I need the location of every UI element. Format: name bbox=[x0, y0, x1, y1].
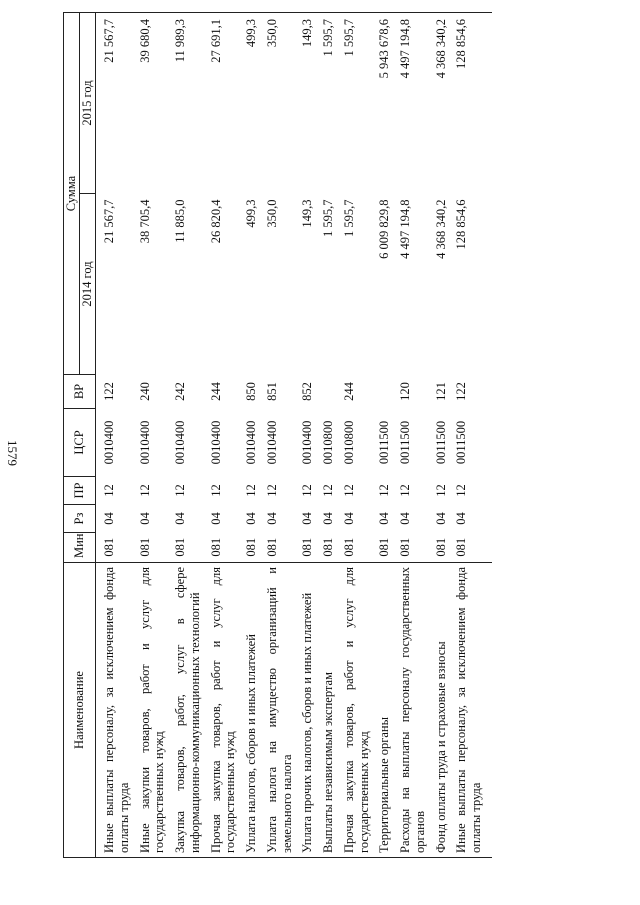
cell-y2014: 21 567,7 bbox=[101, 199, 116, 244]
cell-min: 081 bbox=[433, 537, 447, 557]
cell-y2015: 27 691,1 bbox=[202, 13, 238, 194]
cell-rz: 04 bbox=[137, 512, 151, 525]
cell-csr: 0011500 bbox=[376, 420, 391, 465]
cell-min: 081 bbox=[320, 537, 335, 557]
cell-y2015: 1 595,7 bbox=[335, 13, 371, 194]
cell-y2014: 1 595,7 bbox=[320, 199, 335, 237]
table-row bbox=[315, 13, 336, 858]
cell-csr: 0011500 bbox=[433, 420, 447, 465]
cell-csr: 0010400 bbox=[299, 420, 314, 465]
cell-y2015: 499,3 bbox=[238, 13, 259, 194]
cell-pr: 12 bbox=[341, 484, 356, 497]
cell-min: 081 bbox=[208, 537, 222, 557]
table-row bbox=[392, 13, 428, 858]
cell-pr: 12 bbox=[172, 484, 187, 497]
cell-name: Закупка товаров, работ, услуг в сфере информационно-коммуникационных технологий bbox=[167, 563, 203, 858]
cell-min: 081 bbox=[397, 537, 412, 557]
cell-vr: 120 bbox=[397, 382, 412, 401]
cell-y2014: 26 820,4 bbox=[208, 199, 222, 244]
table-row bbox=[294, 13, 315, 858]
header-min: Мин bbox=[63, 533, 95, 563]
budget-table-sheet bbox=[63, 13, 597, 858]
cell-csr: 0010400 bbox=[243, 420, 258, 465]
cell-vr: 852 bbox=[299, 382, 314, 401]
cell-vr: 121 bbox=[433, 382, 447, 401]
cell-csr: 0010400 bbox=[208, 420, 222, 465]
header-name: Наименование bbox=[63, 563, 95, 858]
cell-csr: 0010400 bbox=[172, 420, 187, 465]
cell-vr: 122 bbox=[101, 382, 116, 401]
header-row bbox=[63, 13, 79, 858]
cell-csr: 0010400 bbox=[101, 420, 116, 465]
cell-y2015: 149,3 bbox=[294, 13, 315, 194]
cell-vr: 244 bbox=[341, 382, 356, 401]
cell-vr bbox=[315, 375, 336, 409]
table-row bbox=[95, 13, 131, 858]
cell-y2015: 4 497 194,8 bbox=[392, 13, 428, 194]
cell-rz: 04 bbox=[101, 512, 116, 525]
cell-y2014: 350,0 bbox=[264, 199, 279, 228]
cell-y2015: 39 680,4 bbox=[131, 13, 167, 194]
cell-rz: 04 bbox=[376, 512, 391, 525]
cell-vr: 122 bbox=[453, 382, 468, 401]
cell-pr: 12 bbox=[397, 484, 412, 497]
table-row bbox=[335, 13, 371, 858]
cell-rz: 04 bbox=[433, 512, 447, 525]
cell-name: Иные выплаты персоналу, за исключением фонда оплаты труда bbox=[448, 563, 492, 858]
cell-y2014: 6 009 829,8 bbox=[376, 199, 391, 259]
cell-pr: 12 bbox=[299, 484, 314, 497]
cell-name: Иные выплаты персоналу, за исключением фонда оплаты труда bbox=[95, 563, 131, 858]
cell-vr: 242 bbox=[172, 382, 187, 401]
cell-csr: 0011500 bbox=[397, 420, 412, 465]
cell-pr: 12 bbox=[243, 484, 258, 497]
cell-rz: 04 bbox=[172, 512, 187, 525]
page-number: 1579 bbox=[4, 439, 20, 466]
cell-min: 081 bbox=[243, 537, 258, 557]
cell-rz: 04 bbox=[320, 512, 335, 525]
cell-name: Уплата налога на имущество организаций и земельного налога bbox=[258, 563, 294, 858]
header-vr: ВР bbox=[63, 375, 95, 409]
header-csr: ЦСР bbox=[63, 409, 95, 477]
cell-y2015: 5 943 678,6 bbox=[371, 13, 392, 194]
cell-pr: 12 bbox=[208, 484, 222, 497]
cell-csr: 0010400 bbox=[137, 420, 151, 465]
cell-name: Иные закупки товаров, работ и услуг для государственных нужд bbox=[131, 563, 167, 858]
cell-y2014: 11 885,0 bbox=[172, 199, 187, 243]
cell-pr: 12 bbox=[376, 484, 391, 497]
cell-pr: 12 bbox=[264, 484, 279, 497]
table-row bbox=[238, 13, 259, 858]
cell-min: 081 bbox=[137, 537, 151, 557]
cell-min: 081 bbox=[264, 537, 279, 557]
table-row bbox=[427, 13, 448, 858]
cell-pr: 12 bbox=[320, 484, 335, 497]
cell-rz: 04 bbox=[453, 512, 468, 525]
header-2015: 2015 год bbox=[79, 13, 95, 194]
cell-csr: 0010400 bbox=[264, 420, 279, 465]
cell-vr bbox=[371, 375, 392, 409]
cell-y2014: 4 368 340,2 bbox=[433, 199, 447, 259]
cell-name: Расходы на выплаты персоналу государственных органов bbox=[392, 563, 428, 858]
cell-name: Прочая закупка товаров, работ и услуг для государственных нужд bbox=[335, 563, 371, 858]
cell-pr: 12 bbox=[137, 484, 151, 497]
table-row bbox=[131, 13, 167, 858]
cell-pr: 12 bbox=[101, 484, 116, 497]
cell-name: Выплаты независимым экспертам bbox=[315, 563, 336, 858]
cell-vr: 244 bbox=[208, 382, 222, 401]
cell-y2015: 4 368 340,2 bbox=[427, 13, 448, 194]
cell-min: 081 bbox=[376, 537, 391, 557]
cell-pr: 12 bbox=[433, 484, 447, 497]
header-2014: 2014 год bbox=[79, 194, 95, 375]
table-row bbox=[202, 13, 238, 858]
table-row bbox=[258, 13, 294, 858]
header-sum: Сумма bbox=[63, 13, 79, 375]
cell-y2014: 149,3 bbox=[299, 199, 314, 228]
cell-min: 081 bbox=[299, 537, 314, 557]
table-body bbox=[95, 13, 491, 858]
cell-rz: 04 bbox=[341, 512, 356, 525]
cell-y2014: 38 705,4 bbox=[137, 199, 151, 244]
cell-min: 081 bbox=[453, 537, 468, 557]
cell-y2014: 1 595,7 bbox=[341, 199, 356, 237]
cell-y2015: 1 595,7 bbox=[315, 13, 336, 194]
cell-name: Уплата налогов, сборов и иных платежей bbox=[238, 563, 259, 858]
cell-name: Прочая закупка товаров, работ и услуг для государственных нужд bbox=[202, 563, 238, 858]
cell-rz: 04 bbox=[208, 512, 222, 525]
cell-y2015: 128 854,6 bbox=[448, 13, 492, 194]
cell-vr: 851 bbox=[264, 382, 279, 401]
cell-y2015: 350,0 bbox=[258, 13, 294, 194]
table-row bbox=[167, 13, 203, 858]
cell-pr: 12 bbox=[453, 484, 468, 497]
cell-y2015: 11 989,3 bbox=[167, 13, 203, 194]
cell-vr: 240 bbox=[137, 382, 151, 401]
header-pr: ПР bbox=[63, 477, 95, 505]
cell-rz: 04 bbox=[243, 512, 258, 525]
cell-y2015: 21 567,7 bbox=[95, 13, 131, 194]
cell-name: Уплата прочих налогов, сборов и иных платежей bbox=[294, 563, 315, 858]
cell-rz: 04 bbox=[299, 512, 314, 525]
cell-rz: 04 bbox=[397, 512, 412, 525]
cell-csr: 0010800 bbox=[320, 420, 335, 465]
cell-y2014: 4 497 194,8 bbox=[397, 199, 412, 259]
cell-min: 081 bbox=[101, 537, 116, 557]
header-rz: Рз bbox=[63, 505, 95, 533]
cell-vr: 850 bbox=[243, 382, 258, 401]
budget-table bbox=[63, 12, 492, 858]
table-row bbox=[448, 13, 492, 858]
cell-csr: 0010800 bbox=[341, 420, 356, 465]
cell-rz: 04 bbox=[264, 512, 279, 525]
cell-name: Территориальные органы bbox=[371, 563, 392, 858]
cell-csr: 0011500 bbox=[453, 420, 468, 465]
cell-y2014: 128 854,6 bbox=[453, 199, 468, 250]
cell-min: 081 bbox=[172, 537, 187, 557]
cell-y2014: 499,3 bbox=[243, 199, 258, 228]
table-row bbox=[371, 13, 392, 858]
cell-min: 081 bbox=[341, 537, 356, 557]
cell-name: Фонд оплаты труда и страховые взносы bbox=[427, 563, 448, 858]
